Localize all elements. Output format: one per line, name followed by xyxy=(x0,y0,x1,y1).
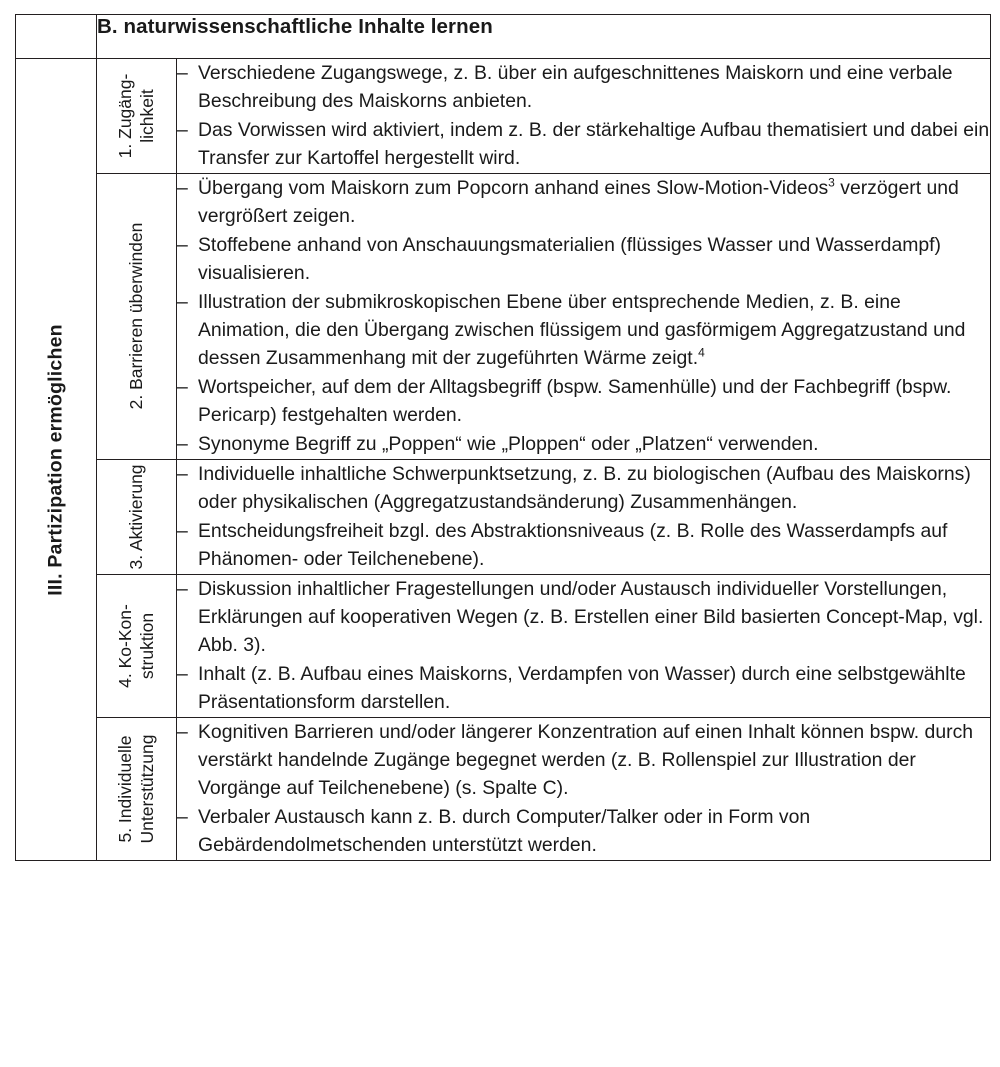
list-item: – Stoffebene anhand von Anschauungsmaterialien (flüssiges Wasser und Wasserdampf) visualisieren. xyxy=(177,231,990,287)
principle-label-text-4 xyxy=(115,604,159,688)
table-row xyxy=(16,459,991,574)
principle-label-line: 1. Zugäng- xyxy=(114,73,135,159)
table-row xyxy=(16,574,991,717)
footnote-marker: 4 xyxy=(698,345,705,360)
measure-list-4 xyxy=(177,575,990,717)
principle-label-line: 4. Ko-Kon- xyxy=(114,603,135,688)
measure-list-2 xyxy=(177,174,990,458)
principle-label-line: lichkeit xyxy=(136,89,157,143)
list-item: – Übergang vom Maiskorn zum Popcorn anhand eines Slow-Motion-Videos$^3$ verzögert und vergrößert zeigen. xyxy=(177,174,990,230)
principle-content-cell-5 xyxy=(177,717,991,860)
principle-label-line: 5. Individuelle xyxy=(114,735,135,843)
principle-label-cell-1 xyxy=(97,59,177,174)
principle-label-line: 2. Barrieren überwinden xyxy=(125,222,146,410)
udl-table-container xyxy=(15,14,990,1051)
column-header-title: B. naturwissenschaftliche Inhalte lernen xyxy=(97,15,991,59)
table-row xyxy=(16,717,991,860)
table-header-row xyxy=(16,15,991,59)
list-item: – Das Vorwissen wird aktiviert, indem z. B. der stärkehaltige Aufbau thematisiert und dabei ein Transfer zur Kartoffel hergestellt wird. xyxy=(177,116,990,172)
principle-label-line: Unterstützung xyxy=(136,734,157,844)
principle-label-cell-4 xyxy=(97,574,177,717)
udl-principles-table xyxy=(15,14,991,861)
list-item: – Inhalt (z. B. Aufbau eines Maiskorns, Verdampfen von Wasser) durch eine selbstgewählte Präsentationsform darstellen. xyxy=(177,660,990,716)
footnote-marker: 3 xyxy=(828,175,835,190)
principle-label-text-1 xyxy=(115,74,159,159)
principle-content-cell-2 xyxy=(177,173,991,459)
list-item: – Kognitiven Barrieren und/oder längerer Konzentration auf einen Inhalt können bspw. durch verstärkt handelnde Zugänge begegnet werden (z. B. Rollenspiel zur Illustration der Vorgänge auf Teilchenebene) (s. Spalte C). xyxy=(177,718,990,803)
table-row xyxy=(16,173,991,459)
principle-label-text-5 xyxy=(115,734,159,843)
principle-label-line: struktion xyxy=(136,612,157,679)
list-item: – Entscheidungsfreiheit bzgl. des Abstraktionsniveaus (z. B. Rolle des Wasserdampfs auf Phänomen- oder Teilchenebene). xyxy=(177,517,990,573)
header-corner-cell xyxy=(16,15,97,59)
list-item: – Verschiedene Zugangswege, z. B. über ein aufgeschnittenes Maiskorn und eine verbale Beschreibung des Maiskorns anbieten. xyxy=(177,59,990,115)
principle-label-cell-5 xyxy=(97,717,177,860)
principle-label-line: 3. Aktivierung xyxy=(125,464,146,570)
principle-label-text-3 xyxy=(126,464,148,569)
list-item: – Individuelle inhaltliche Schwerpunktsetzung, z. B. zu biologischen (Aufbau des Maiskorns) oder physikalischen (Aggregatzustandsänderung) Zusammenhängen. xyxy=(177,460,990,516)
principle-content-cell-3 xyxy=(177,459,991,574)
measure-list-1 xyxy=(177,59,990,172)
list-item: – Synonyme Begriff zu „Poppen“ wie „Ploppen“ oder „Platzen“ verwenden. xyxy=(177,430,990,458)
list-item: – Verbaler Austausch kann z. B. durch Computer/Talker oder in Form von Gebärdendolmetschenden unterstützt werden. xyxy=(177,803,990,859)
strand-label-text: III. Partizipation ermöglichen xyxy=(44,323,67,596)
principle-content-cell-4 xyxy=(177,574,991,717)
principle-label-cell-3 xyxy=(97,459,177,574)
list-item: – Illustration der submikroskopischen Ebene über entsprechende Medien, z. B. eine Animation, die den Übergang zwischen flüssigem und gasförmigem Aggregatzustand und dessen Zusammenhang mit der zugeführten Wärme zeigt.$^4$ xyxy=(177,288,990,373)
measure-list-5 xyxy=(177,718,990,860)
measure-list-3 xyxy=(177,460,990,573)
list-item: – Diskussion inhaltlicher Fragestellungen und/oder Austausch individueller Vorstellungen, Erklärungen auf kooperativen Wegen (z. B. Erstellen einer Bild basierten Concept-Map, vgl. Abb. 3). xyxy=(177,575,990,660)
table-body xyxy=(16,15,991,861)
list-item: – Wortspeicher, auf dem der Alltagsbegriff (bspw. Samenhülle) und der Fachbegriff (bspw. Pericarp) festgehalten werden. xyxy=(177,373,990,429)
principle-label-text-2 xyxy=(126,223,148,410)
strand-label-cell xyxy=(16,59,97,861)
principle-label-cell-2 xyxy=(97,173,177,459)
principle-content-cell-1 xyxy=(177,59,991,174)
table-row xyxy=(16,59,991,174)
